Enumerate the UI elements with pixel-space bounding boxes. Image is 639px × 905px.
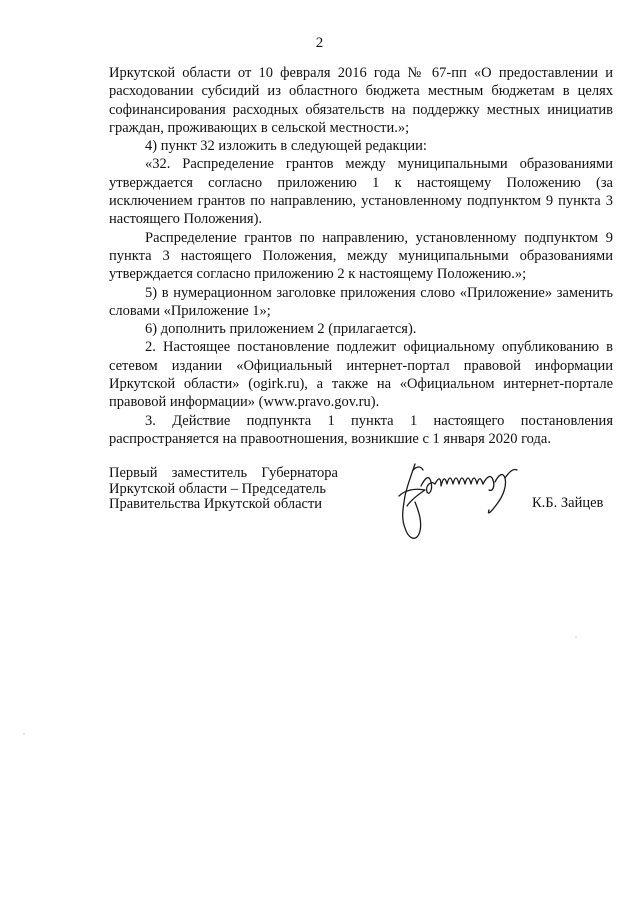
signature-block xyxy=(109,466,613,556)
paragraph: 4) пункт 32 изложить в следующей редакции: xyxy=(145,138,427,155)
signatory-title xyxy=(109,466,349,513)
handwritten-signature xyxy=(385,456,535,548)
signatory-title-line-2: Иркутской области – Председатель xyxy=(109,480,326,497)
paragraph: 5) в нумерационном заголовке приложения слово «Приложение» заменить словами «Приложение 1»; xyxy=(109,284,613,319)
page-number: 2 xyxy=(315,35,324,51)
paragraph: 2. Настоящее постановление подлежит официальному опубликованию в сетевом издании «Официальный интернет-портал правовой информации Иркутской области» (ogirk.ru), а также на «Официальном интернет-портале правовой информации» (www.pravo.gov.ru). xyxy=(109,339,613,411)
paragraph: Иркутской области от 10 февраля 2016 года № 67-пп «О предоставлении и расходовании субсидий из областного бюджета местным бюджетам в целях софинансирования расходных обязательств на поддержку местных инициатив граждан, проживающих в сельской местности.»; xyxy=(109,65,613,136)
signatory-title-line-1 xyxy=(109,466,338,482)
document-body xyxy=(109,64,613,448)
signatory-title-line-3: Правительства Иркутской области xyxy=(109,496,323,512)
signatory-name: К.Б. Зайцев xyxy=(532,495,604,511)
paragraph: 6) дополнить приложением 2 (прилагается). xyxy=(145,321,417,338)
scan-speck xyxy=(575,636,577,638)
scan-speck xyxy=(23,733,25,735)
paragraph: 3. Действие подпункта 1 пункта 1 настоящего постановления распространяется на правоотношения, возникшие с 1 января 2020 года. xyxy=(109,412,613,447)
paragraph: Распределение грантов по направлению, установленному подпунктом 9 пункта 3 настоящего Положения, между муниципальными образованиями утверждается согласно приложению 2 к настоящему Положению.»; xyxy=(109,229,613,283)
title-word: заместитель xyxy=(171,465,248,481)
title-word: Первый xyxy=(109,465,158,481)
title-word: Губернатора xyxy=(261,465,338,481)
paragraph: «32. Распределение грантов между муниципальными образованиями утверждается согласно приложению 1 к настоящему Положению (за исключением грантов по направлению, установленному подпунктом 9 пункта 3 настоящего Положения). xyxy=(109,156,613,228)
